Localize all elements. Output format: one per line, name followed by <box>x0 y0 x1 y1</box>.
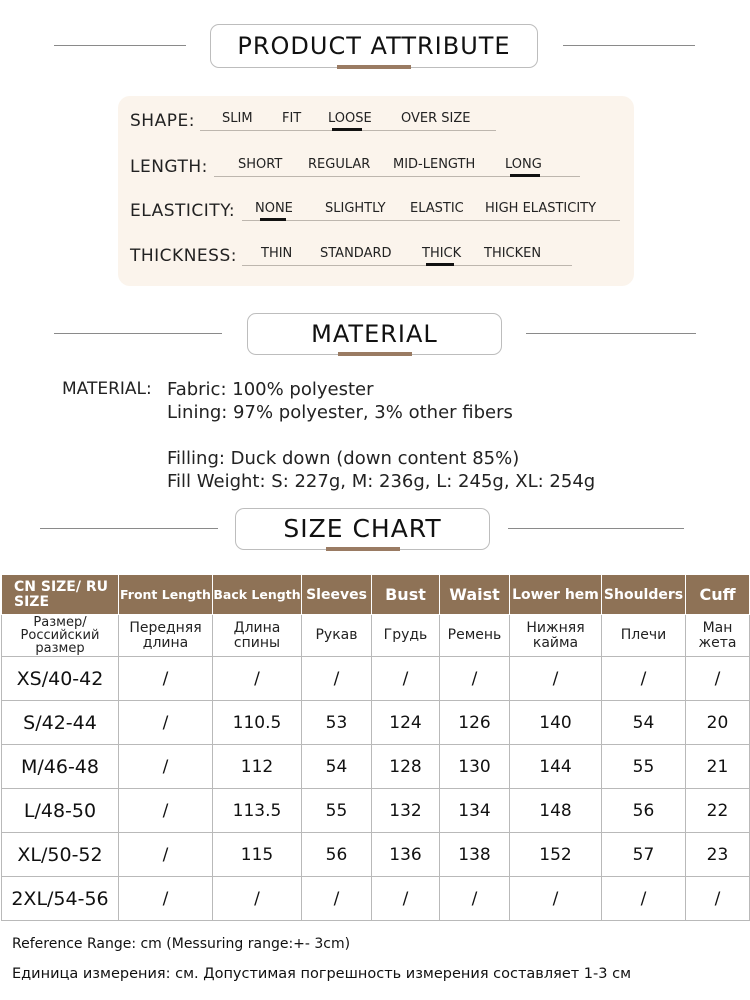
lower-hem-cell: / <box>510 657 602 701</box>
shape-option-loose: LOOSE <box>328 111 372 126</box>
front-length-cell: / <box>119 657 213 701</box>
thickness-option-thin: THIN <box>261 246 293 261</box>
material-heading <box>0 313 750 355</box>
material-title: MATERIAL <box>311 320 438 348</box>
material-box <box>247 313 502 355</box>
front-length-cell: / <box>119 877 213 921</box>
sleeves-cell: / <box>302 657 372 701</box>
back-length-cell: / <box>213 877 302 921</box>
header-back-length: Back Length <box>213 575 302 615</box>
waist-cell: 130 <box>440 745 510 789</box>
size-cell: L/48-50 <box>2 789 119 833</box>
waist-cell: 138 <box>440 833 510 877</box>
header-ru-waist: Ремень <box>440 615 510 657</box>
heading-rule-right <box>563 45 695 46</box>
header-lower-hem: Lower hem <box>510 575 602 615</box>
back-length-cell: 112 <box>213 745 302 789</box>
attribute-label-shape: SHAPE: <box>130 111 195 131</box>
attribute-row-shape <box>118 108 634 138</box>
bust-cell: 124 <box>372 701 440 745</box>
back-length-cell: 115 <box>213 833 302 877</box>
attribute-row-thickness <box>118 243 634 273</box>
attribute-rule-thickness <box>242 265 572 266</box>
header-waist: Waist <box>440 575 510 615</box>
table-row <box>2 701 750 745</box>
attribute-label-thickness: THICKNESS: <box>130 246 237 266</box>
header-cuff: Cuff <box>686 575 750 615</box>
material-lining: Lining: 97% polyester, 3% other fibers <box>167 402 513 423</box>
sleeves-cell: / <box>302 877 372 921</box>
shoulders-cell: / <box>602 877 686 921</box>
waist-cell: 134 <box>440 789 510 833</box>
shoulders-cell: 56 <box>602 789 686 833</box>
product-attribute-heading <box>0 24 750 68</box>
size-header-row-ru <box>2 615 750 657</box>
lower-hem-cell: 140 <box>510 701 602 745</box>
cuff-cell: 23 <box>686 833 750 877</box>
footnote-en: Reference Range: cm (Messuring range:+- 3cm) <box>12 936 351 952</box>
size-cell: M/46-48 <box>2 745 119 789</box>
cuff-cell: 20 <box>686 701 750 745</box>
back-length-cell: / <box>213 657 302 701</box>
size-chart-table <box>1 574 750 921</box>
table-row <box>2 657 750 701</box>
size-cell: S/42-44 <box>2 701 119 745</box>
header-ru-front-length: Передняя длина <box>119 615 213 657</box>
lower-hem-cell: 144 <box>510 745 602 789</box>
selected-marker-length <box>510 174 540 177</box>
header-ru-cuff: Ман жета <box>686 615 750 657</box>
header-ru-lower-hem: Нижняя кайма <box>510 615 602 657</box>
thickness-option-standard: STANDARD <box>320 246 392 261</box>
bust-cell: 128 <box>372 745 440 789</box>
sleeves-cell: 55 <box>302 789 372 833</box>
product-attribute-box <box>210 24 538 68</box>
heading-rule-right <box>508 528 684 529</box>
thickness-option-thick: THICK <box>422 246 462 261</box>
material-fabric: Fabric: 100% polyester <box>167 379 374 400</box>
cuff-cell: 21 <box>686 745 750 789</box>
cuff-cell: / <box>686 877 750 921</box>
selected-marker-shape <box>332 128 362 131</box>
header-sleeves: Sleeves <box>302 575 372 615</box>
waist-cell: / <box>440 877 510 921</box>
size-cell: 2XL/54-56 <box>2 877 119 921</box>
material-fill-weight: Fill Weight: S: 227g, M: 236g, L: 245g, XL: 254g <box>167 471 596 492</box>
size-chart-heading <box>0 508 750 550</box>
lower-hem-cell: 148 <box>510 789 602 833</box>
length-option-long: LONG <box>505 157 542 172</box>
heading-rule-left <box>54 333 222 334</box>
heading-underbar <box>337 65 411 69</box>
selected-marker-elasticity <box>260 218 286 221</box>
shape-option-slim: SLIM <box>222 111 253 126</box>
header-front-length: Front Length <box>119 575 213 615</box>
table-row <box>2 745 750 789</box>
heading-underbar <box>338 352 412 356</box>
size-header-row-en <box>2 575 750 615</box>
waist-cell: / <box>440 657 510 701</box>
heading-rule-left <box>40 528 218 529</box>
heading-underbar <box>326 547 400 551</box>
material-filling: Filling: Duck down (down content 85%) <box>167 448 520 469</box>
shoulders-cell: 57 <box>602 833 686 877</box>
front-length-cell: / <box>119 789 213 833</box>
attribute-label-elasticity: ELASTICITY: <box>130 201 236 221</box>
front-length-cell: / <box>119 833 213 877</box>
waist-cell: 126 <box>440 701 510 745</box>
footnote-ru: Единица измерения: см. Допустимая погрешность измерения составляет 1-3 см <box>12 966 632 982</box>
attribute-label-length: LENGTH: <box>130 157 208 177</box>
elasticity-option-slightly: SLIGHTLY <box>325 201 386 216</box>
product-attribute-title: PRODUCT ATTRIBUTE <box>237 32 511 60</box>
size-chart-box <box>235 508 490 550</box>
heading-rule-right <box>526 333 696 334</box>
header-bust: Bust <box>372 575 440 615</box>
cuff-cell: 22 <box>686 789 750 833</box>
table-row <box>2 877 750 921</box>
sleeves-cell: 56 <box>302 833 372 877</box>
length-option-regular: REGULAR <box>308 157 371 172</box>
size-cell: XS/40-42 <box>2 657 119 701</box>
table-row <box>2 789 750 833</box>
shoulders-cell: 54 <box>602 701 686 745</box>
lower-hem-cell: / <box>510 877 602 921</box>
back-length-cell: 110.5 <box>213 701 302 745</box>
elasticity-option-elastic: ELASTIC <box>410 201 464 216</box>
shape-option-fit: FIT <box>282 111 302 126</box>
elasticity-option-high-elasticity: HIGH ELASTICITY <box>485 201 597 216</box>
table-row <box>2 833 750 877</box>
header-ru-size: Размер/ Российский размер <box>2 615 119 657</box>
size-cell: XL/50-52 <box>2 833 119 877</box>
attribute-panel <box>118 96 634 286</box>
shoulders-cell: / <box>602 657 686 701</box>
bust-cell: 136 <box>372 833 440 877</box>
lower-hem-cell: 152 <box>510 833 602 877</box>
header-ru-sleeves: Рукав <box>302 615 372 657</box>
cuff-cell: / <box>686 657 750 701</box>
length-option-short: SHORT <box>238 157 283 172</box>
attribute-row-length <box>118 154 634 184</box>
front-length-cell: / <box>119 701 213 745</box>
front-length-cell: / <box>119 745 213 789</box>
attribute-row-elasticity <box>118 198 634 228</box>
bust-cell: / <box>372 877 440 921</box>
shape-option-over-size: OVER SIZE <box>401 111 471 126</box>
material-label: MATERIAL: <box>62 379 152 399</box>
back-length-cell: 113.5 <box>213 789 302 833</box>
sleeves-cell: 53 <box>302 701 372 745</box>
length-option-mid-length: MID-LENGTH <box>393 157 476 172</box>
bust-cell: 132 <box>372 789 440 833</box>
header-ru-shoulders: Плечи <box>602 615 686 657</box>
thickness-option-thicken: THICKEN <box>484 246 542 261</box>
shoulders-cell: 55 <box>602 745 686 789</box>
header-ru-bust: Грудь <box>372 615 440 657</box>
header-shoulders: Shoulders <box>602 575 686 615</box>
size-chart-title: SIZE CHART <box>283 514 442 543</box>
header-ru-back-length: Длина спины <box>213 615 302 657</box>
heading-rule-left <box>54 45 186 46</box>
bust-cell: / <box>372 657 440 701</box>
selected-marker-thickness <box>426 263 454 266</box>
attribute-rule-elasticity <box>242 220 620 221</box>
elasticity-option-none: NONE <box>255 201 293 216</box>
header-cn-ru-size: CN SIZE/ RU SIZE <box>2 575 119 615</box>
sleeves-cell: 54 <box>302 745 372 789</box>
